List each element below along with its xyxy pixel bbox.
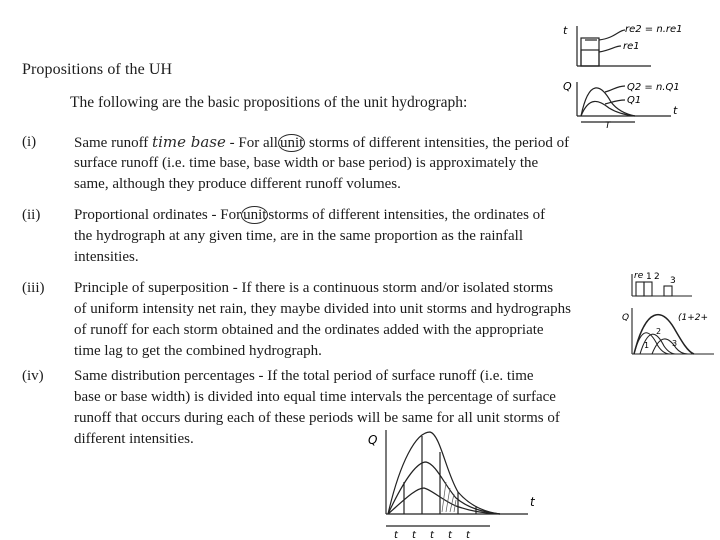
tick-label: t xyxy=(412,530,416,540)
rainfall-block-1 xyxy=(581,50,599,66)
item-text: Proportional ordinates - For xyxy=(74,207,242,223)
rain-block-2 xyxy=(644,282,652,296)
tick-label: t xyxy=(430,530,434,540)
rain-block-3 xyxy=(664,286,672,296)
item-line-1 xyxy=(74,205,545,225)
handwritten-note: time base xyxy=(152,133,226,151)
item-text: storms of different intensities, the ordinates of xyxy=(268,207,546,223)
label-sum: (1+2+ xyxy=(678,313,709,323)
leader-re1 xyxy=(599,46,621,52)
item-line-4: different intensities. xyxy=(74,431,194,447)
item-line-3: intensities. xyxy=(74,249,139,265)
label-2: 2 xyxy=(654,272,660,282)
item-number: (ii) xyxy=(22,207,41,223)
axis-label: Q xyxy=(622,313,630,323)
intro-text: The following are the basic propositions of the unit hydrograph: xyxy=(70,94,468,111)
item-line-2: the hydrograph at any given time, are in the same proportion as the rainfall xyxy=(74,228,524,244)
superposition-sketch xyxy=(622,268,718,360)
distribution-percentages-sketch xyxy=(360,422,540,540)
item-line-1: Same distribution percentages - If the total period of surface runoff (i.e. time xyxy=(74,368,534,384)
hydrograph-large xyxy=(388,432,500,514)
tick-label: t xyxy=(448,530,452,540)
label-re1: re1 xyxy=(623,41,640,52)
axis-label: Q xyxy=(563,80,572,93)
item-line-3: of runoff for each storm obtained and the ordinates added with the appropriate xyxy=(74,322,544,338)
item-line-3: runoff that occurs during each of these periods will be same for all unit storms of xyxy=(74,410,560,426)
proportional-hydrograph-sketch xyxy=(555,18,715,128)
item-number: (i) xyxy=(22,134,37,150)
item-line-1: Principle of superposition - If there is a continuous storm and/or isolated storms xyxy=(74,280,554,296)
item-text: storms of different intensities, the period of xyxy=(309,135,570,151)
hydrograph-medium xyxy=(388,462,500,514)
label-1: 1 xyxy=(646,272,652,282)
item-line-4: time lag to get the combined hydrograph. xyxy=(74,343,322,359)
axis-label: t xyxy=(563,24,568,37)
label-time-base: T xyxy=(605,121,611,128)
circled-word: unit xyxy=(243,207,267,223)
item-text: - For all xyxy=(229,135,278,151)
rain-block-1 xyxy=(636,282,644,296)
item-line-2: of uniform intensity net rain, they maybe divided into unit storms and hydrographs xyxy=(74,301,571,317)
item-lead: Same runoff xyxy=(74,135,149,151)
leader-q2 xyxy=(605,86,625,92)
label-q2: Q2 = n.Q1 xyxy=(627,82,680,93)
label-re2: re2 = n.re1 xyxy=(625,24,683,35)
rainfall-block-2 xyxy=(581,38,599,66)
circled-word: unit xyxy=(279,135,304,151)
label-re: re xyxy=(634,271,644,281)
item-line-2: surface runoff (i.e. time base, base width or base period) is approximately the xyxy=(74,155,539,171)
section-title: Propositions of the UH xyxy=(22,61,173,78)
leader-q1 xyxy=(605,100,625,104)
curve-label: 2 xyxy=(656,327,662,336)
curve-label: 3 xyxy=(672,339,678,348)
curve-label: 1 xyxy=(644,341,650,350)
item-number: (iii) xyxy=(22,280,45,296)
label-3: 3 xyxy=(670,276,676,286)
item-line-3: same, although they produce different runoff volumes. xyxy=(74,176,401,192)
tick-label: t xyxy=(394,530,398,540)
item-line-2: base or base width) is divided into equal time intervals the percentage of surface xyxy=(74,389,556,405)
axis-label: t xyxy=(673,104,678,117)
item-number: (iv) xyxy=(22,368,44,384)
label-q1: Q1 xyxy=(627,95,642,106)
axis-label: Q xyxy=(368,433,378,447)
axis-label: t xyxy=(530,495,535,509)
tick-label: t xyxy=(466,530,470,540)
item-line-1 xyxy=(74,132,569,153)
leader-re2 xyxy=(599,30,625,40)
